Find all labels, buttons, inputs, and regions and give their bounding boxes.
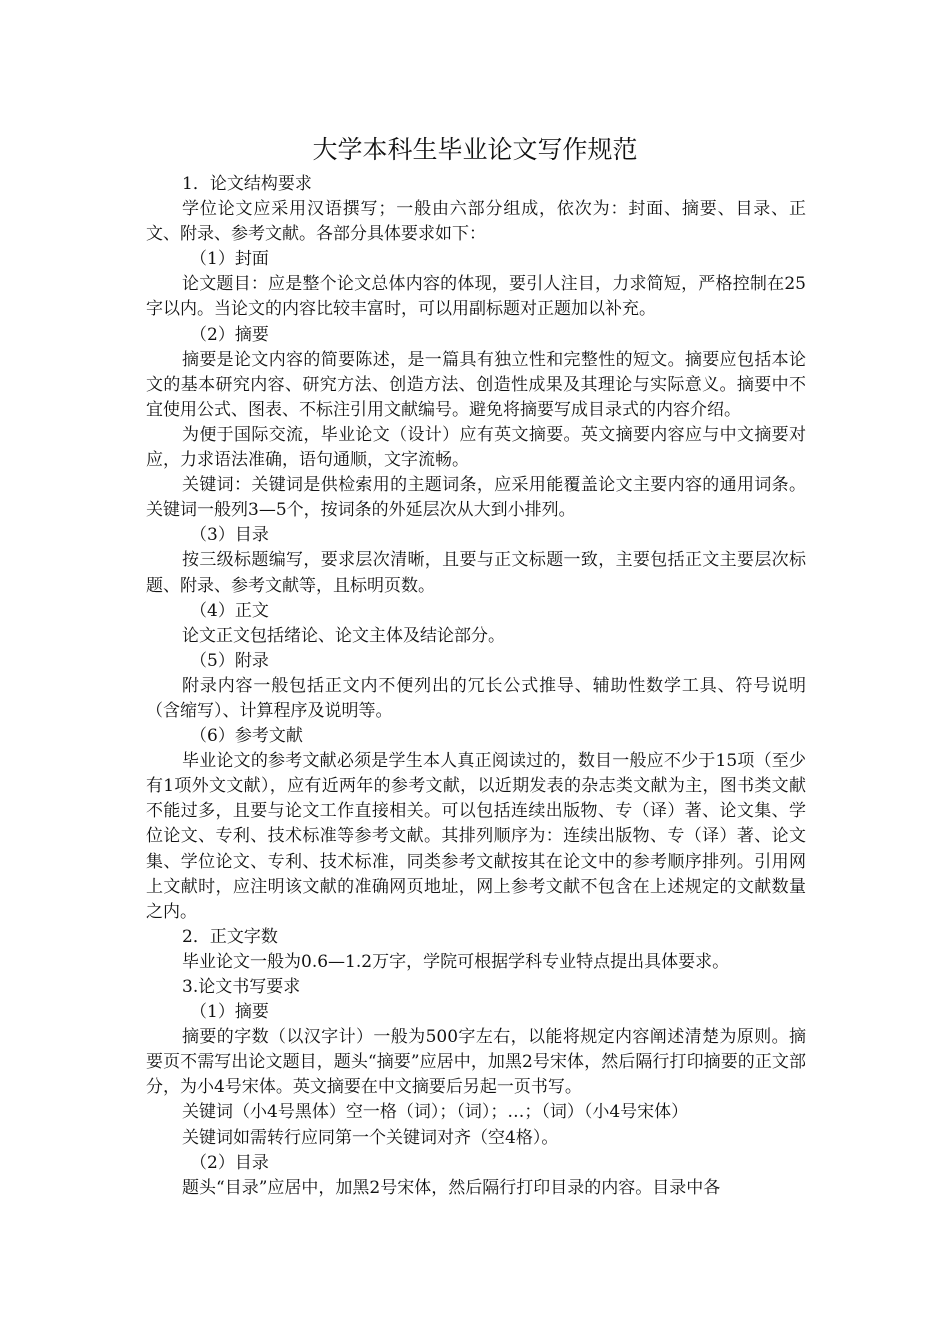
section-heading: （3）目录	[190, 525, 269, 546]
section-heading: （4）正文	[190, 600, 269, 621]
body-paragraph: 3.论文书写要求	[182, 977, 301, 997]
document-title: 大学本科生毕业论文写作规范	[312, 135, 638, 164]
body-paragraph: 毕业论文的参考文献必须是学生本人真正阅读过的，数目一般应不少于15项（至少有1项外文文献），应有近两年的参考文献，以近期发表的杂志类文献为主，图书类文献不能过多，且要与论文工作直接相关。可以包括连续出版物、专（译）著、论文集、学位论文、专利、技术标准等参考文献。其排列顺序为：连续出版物、专（译）著、论文集、学位论文、专利、技术标准，同类参考文献按其在论文中的参考顺序排列。引用网上文献时，应注明该文献的准确网页地址，网上参考文献不包含在上述规定的文献数量之内。	[146, 751, 806, 922]
section-heading: （1）封面	[190, 249, 269, 270]
section-heading: （5）附录	[190, 650, 269, 671]
body-paragraph: 1．论文结构要求	[182, 174, 312, 194]
body-paragraph: 关键词：关键词是供检索用的主题词条，应采用能覆盖论文主要内容的通用词条。关键词一般列3—5个，按词条的外延层次从大到小排列。	[146, 475, 806, 521]
section-heading: （6）参考文献	[190, 726, 303, 747]
section-heading: （2）目录	[190, 1152, 269, 1173]
body-paragraph: 2．正文字数	[182, 926, 278, 947]
section-heading: （2）摘要	[190, 324, 269, 345]
body-paragraph: 摘要的字数（以汉字计）一般为500字左右，以能将规定内容阐述清楚为原则。摘要页不需写出论文题目，题头“摘要”应居中，加黑2号宋体，然后隔行打印摘要的正文部分，为小4号宋体。英文摘要在中文摘要后另起一页书写。	[146, 1027, 806, 1098]
body-paragraph: 关键词（小4号黑体）空一格（词）；（词）；…；（词）（小4号宋体）	[182, 1102, 689, 1123]
body-paragraph: 为便于国际交流，毕业论文（设计）应有英文摘要。英文摘要内容应与中文摘要对应，力求语法准确，语句通顺，文字流畅。	[146, 424, 806, 471]
body-paragraph: 附录内容一般包括正文内不便列出的冗长公式推导、辅助性数学工具、符号说明（含缩写）、计算程序及说明等。	[146, 675, 806, 721]
section-heading: （1）摘要	[190, 1002, 269, 1023]
body-paragraph: 学位论文应采用汉语撰写；一般由六部分组成，依次为：封面、摘要、目录、正文、附录、参考文献。各部分具体要求如下：	[146, 199, 806, 245]
body-paragraph: 论文正文包括绪论、论文主体及结论部分。	[182, 625, 505, 646]
body-paragraph: 论文题目：应是整个论文总体内容的体现，要引人注目，力求简短，严格控制在25字以内。当论文的内容比较丰富时，可以用副标题对正题加以补充。	[146, 274, 806, 320]
body-paragraph: 关键词如需转行应同第一个关键词对齐（空4格）。	[182, 1127, 559, 1148]
body-paragraph: 按三级标题编写，要求层次清晰，且要与正文标题一致，主要包括正文主要层次标题、附录、参考文献等，且标明页数。	[146, 550, 806, 596]
document-body	[146, 172, 806, 1201]
body-paragraph: 题头“目录”应居中，加黑2号宋体，然后隔行打印目录的内容。目录中各	[182, 1177, 721, 1198]
body-paragraph: 毕业论文一般为0.6—1.2万字，学院可根据学科专业特点提出具体要求。	[182, 951, 730, 972]
body-paragraph: 摘要是论文内容的简要陈述，是一篇具有独立性和完整性的短文。摘要应包括本论文的基本研究内容、研究方法、创造方法、创造性成果及其理论与实际意义。摘要中不宜使用公式、图表、不标注引用文献编号。避免将摘要写成目录式的内容介绍。	[146, 349, 806, 420]
